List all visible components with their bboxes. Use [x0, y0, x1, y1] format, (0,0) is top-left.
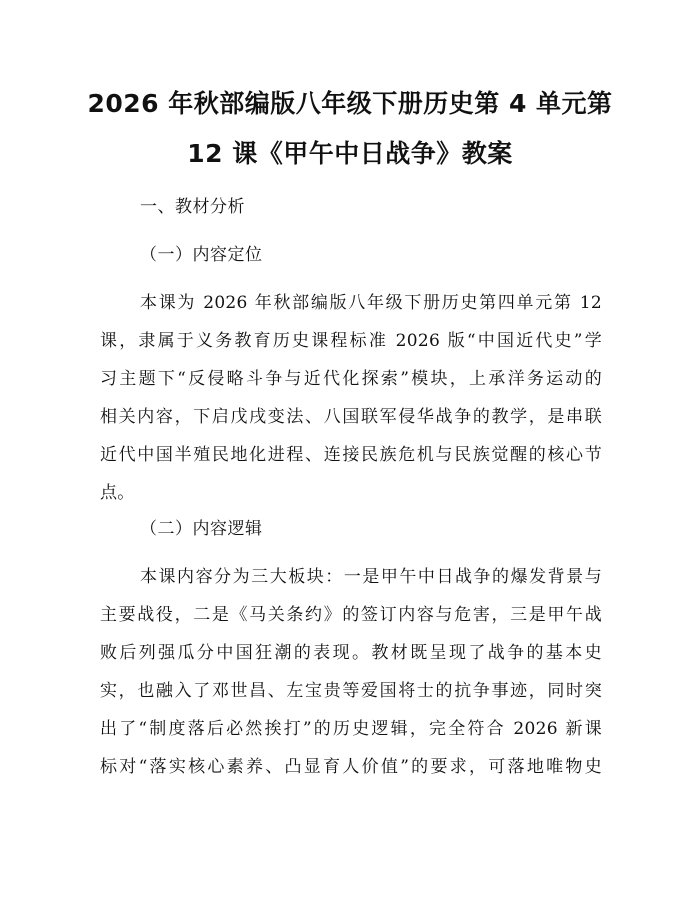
paragraph-line: 近代中国半殖民地化进程、连接民族危机与民族觉醒的核心节 — [100, 445, 602, 465]
paragraph-line: 本课为 2026 年秋部编版八年级下册历史第四单元第 12 — [140, 293, 602, 313]
paragraph-line: 实，也融入了邓世昌、左宝贵等爱国将士的抗争事迹，同时突 — [100, 681, 602, 701]
document-title-line-1: 2026 年秋部编版八年级下册历史第 4 单元第 — [87, 89, 613, 118]
subsection-heading-content-logic: （二）内容逻辑 — [140, 519, 263, 539]
document-title-line-2: 12 课《甲午中日战争》教案 — [187, 139, 513, 168]
paragraph-line: 习主题下“反侵略斗争与近代化探索”模块，上承洋务运动的 — [100, 369, 602, 389]
paragraph-line: 败后列强瓜分中国狂潮的表现。教材既呈现了战争的基本史 — [100, 643, 602, 663]
paragraph-line: 课，隶属于义务教育历史课程标准 2026 版“中国近代史”学 — [100, 331, 602, 351]
paragraph-line: 出了“制度落后必然挨打”的历史逻辑，完全符合 2026 新课 — [100, 719, 602, 739]
paragraph-line: 标对“落实核心素养、凸显育人价值”的要求，可落地唯物史 — [100, 757, 602, 777]
subsection-heading-content-positioning: （一）内容定位 — [140, 245, 263, 265]
paragraph-line: 点。 — [100, 483, 135, 503]
section-heading-teaching-material-analysis: 一、教材分析 — [140, 197, 245, 217]
paragraph-line: 相关内容，下启戊戌变法、八国联军侵华战争的教学，是串联 — [100, 407, 602, 427]
paragraph-line: 主要战役，二是《马关条约》的签订内容与危害，三是甲午战 — [100, 605, 602, 625]
paragraph-line: 本课内容分为三大板块：一是甲午中日战争的爆发背景与 — [140, 567, 602, 587]
